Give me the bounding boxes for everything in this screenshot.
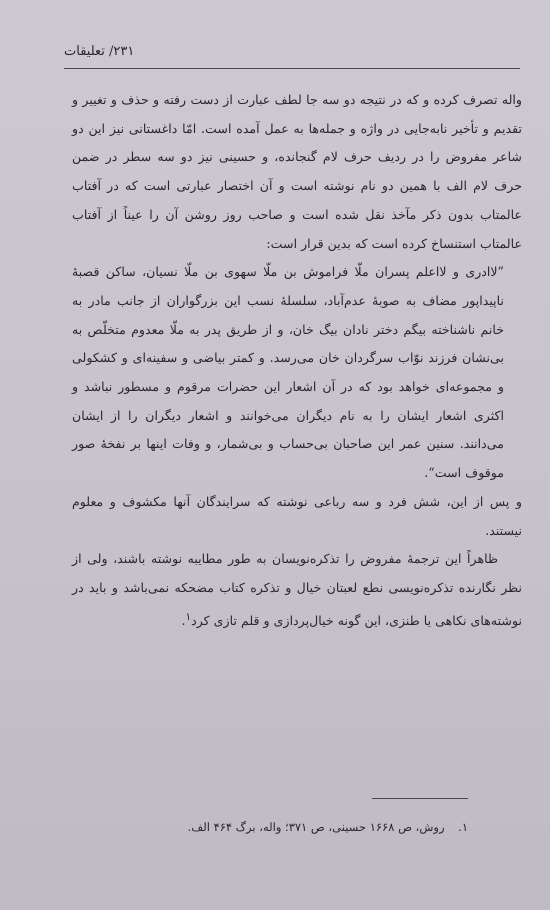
page-header: ۲۳۱/ تعلیقات xyxy=(64,44,135,59)
body-text xyxy=(72,86,522,636)
paragraph-4-text: ظاهراً این ترجمهٔ مفروض را تذکره‌نویسان به طور مطایبه نوشته باشند، ولی از نظر نگارنده تذکره‌نویسی نطع لعبتان خیال و تذکره کتاب مضحکه نمی‌باشد و باید در نوشته‌های نکاهی یا طنزی، این گونه خیال‌پردازی و قلم تازی کرد xyxy=(72,551,522,628)
footnote xyxy=(38,820,468,834)
paragraph-4: ظاهراً این ترجمهٔ مفروض را تذکره‌نویسان به طور مطایبه نوشته باشند، ولی از نظر نگارنده تذکره‌نویسی نطع لعبتان خیال و تذکره کتاب مضحکه نمی‌باشد و باید در نوشته‌های نکاهی یا طنزی، این گونه خیال‌پردازی و قلم تازی کرد$^۱$. xyxy=(72,551,522,628)
footnote-number: ۱. xyxy=(458,820,468,834)
footnote-rule xyxy=(372,798,468,799)
quote-paragraph: ”لاادری و لااعلم پسران ملّا فراموش بن ملّا سهوی بن ملّا نسیان، ساکن قصبهٔ ناپیداپور مضاف به صوبهٔ عدم‌آباد، سلسلهٔ نسب این بزرگواران از جانب مادر به خانم ناشناخته بیگم دختر نادان بیگ خان، و از طریق پدر به ملّا معدوم متخلّص به بی‌نشان فرزند نوّاب سرگردان خان می‌رسد. و کمتر بیاضی و سفینه‌ای و کشکولی و مجموعه‌ای خواهد بود که در آن اشعار این حضرات مرقوم و مسطور نباشد و اکثری اشعار ایشان را به نام دیگران می‌خوانند و اشعار دیگران را از ایشان می‌دانند. سنین عمر این صاحبان بی‌حساب و بی‌شمار، و وفات اینها بر نفخهٔ صور موقوف است“. xyxy=(72,264,504,481)
header-rule xyxy=(64,68,520,69)
paragraph-1: واله تصرف کرده و که در نتیجه دو سه جا لطف عبارت از دست رفته و حذف و تغییر و تقدیم و تأخیر نابه‌جایی در واژه و جمله‌ها به عمل آمده است. امّا داغستانی نیز این دو شاعر مفروض را در ردیف حرف لام گنجانده، و حسینی نیز دو سه سطر در ضمن حرف لام الف با همین دو نام نوشته است و آن اختصار عبارتی است که در آفتاب عالمتاب بدون ذکر مآخذ نقل شده است و صاحب روز روشن آن را عیناً از آفتاب عالمتاب استنساخ کرده است که بدین قرار است: xyxy=(72,92,522,251)
footnote-text: روش، ص ۱۶۶۸ حسینی، ص ۳۷۱؛ واله، برگ ۴۶۴ الف. xyxy=(187,820,445,834)
footnote-ref: ۱ xyxy=(185,610,192,623)
paragraph-3: و پس از این، شش فرد و سه رباعی نوشته که سرایندگان آنها مکشوف و معلوم نیستند. xyxy=(72,493,522,538)
